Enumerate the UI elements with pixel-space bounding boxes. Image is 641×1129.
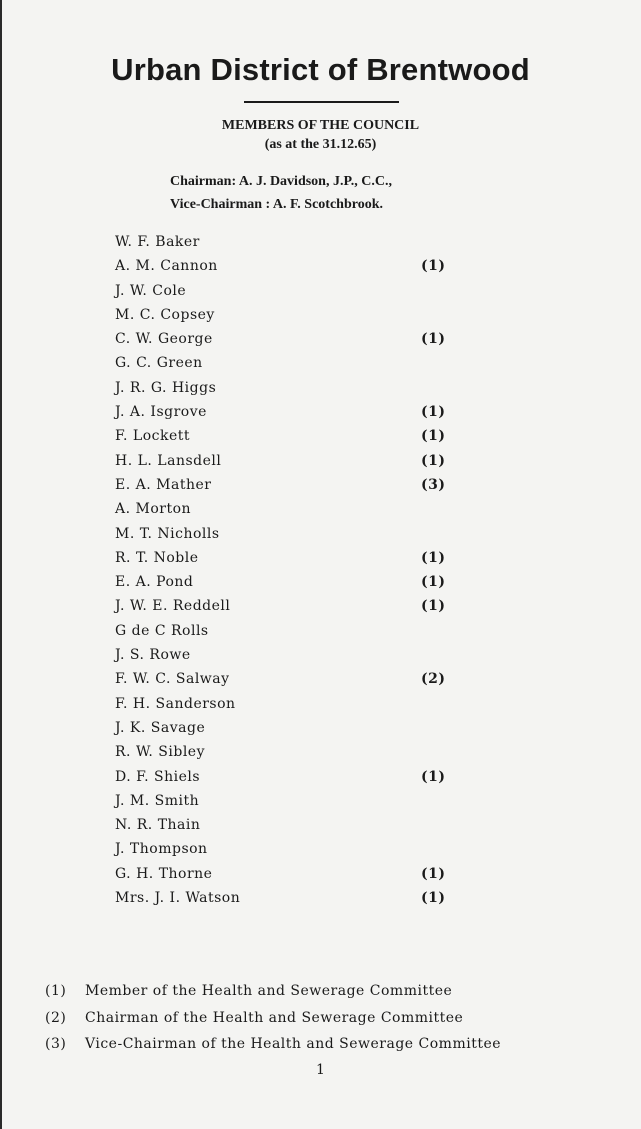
member-name: G de C Rolls bbox=[115, 622, 209, 639]
legend-text: Vice-Chairman of the Health and Sewerage Committee bbox=[85, 1036, 502, 1052]
legend-key: (3) bbox=[45, 1036, 67, 1052]
member-name: J. K. Savage bbox=[115, 719, 206, 736]
member-name: A. Morton bbox=[115, 501, 192, 518]
member-row bbox=[115, 234, 475, 258]
member-name: E. A. Mather bbox=[115, 476, 212, 493]
title-rule bbox=[244, 101, 399, 103]
page-edge bbox=[0, 0, 2, 1129]
member-row bbox=[115, 744, 475, 768]
member-committee-note: (1) bbox=[421, 890, 446, 907]
member-name: M. C. Copsey bbox=[115, 306, 215, 323]
member-name: A. M. Cannon bbox=[115, 258, 218, 275]
member-name: H. L. Lansdell bbox=[115, 452, 222, 469]
legend-text: Member of the Health and Sewerage Committee bbox=[85, 983, 453, 999]
member-committee-note: (1) bbox=[421, 768, 446, 785]
member-name: G. H. Thorne bbox=[115, 865, 213, 882]
as-at-date: (as at the 31.12.65) bbox=[264, 137, 377, 152]
member-row bbox=[115, 331, 475, 355]
member-committee-note: (1) bbox=[421, 452, 446, 469]
member-row bbox=[115, 817, 475, 841]
page-number: 1 bbox=[316, 1062, 325, 1078]
member-row bbox=[115, 671, 475, 695]
member-row bbox=[115, 404, 475, 428]
member-name: R. W. Sibley bbox=[115, 744, 205, 761]
section-heading: MEMBERS OF THE COUNCIL bbox=[221, 118, 420, 133]
member-committee-note: (1) bbox=[421, 549, 446, 566]
member-row bbox=[115, 428, 475, 452]
member-row bbox=[115, 696, 475, 720]
member-name: N. R. Thain bbox=[115, 817, 201, 834]
member-row bbox=[115, 793, 475, 817]
member-committee-note: (1) bbox=[421, 574, 446, 591]
member-name: J. W. E. Reddell bbox=[115, 598, 231, 615]
member-name: J. R. G. Higgs bbox=[115, 379, 217, 396]
member-committee-note: (1) bbox=[421, 331, 446, 348]
member-name: J. Thompson bbox=[115, 841, 208, 858]
member-name: W. F. Baker bbox=[115, 234, 200, 250]
member-committee-note: (1) bbox=[421, 865, 446, 882]
vice-chairman-line: Vice-Chairman : A. F. Scotchbrook. bbox=[170, 197, 383, 212]
members-list bbox=[115, 234, 475, 914]
member-row bbox=[115, 355, 475, 379]
member-row bbox=[115, 574, 475, 598]
member-committee-note: (1) bbox=[421, 404, 446, 421]
member-row bbox=[115, 453, 475, 477]
legend-row bbox=[45, 1036, 545, 1063]
member-row bbox=[115, 380, 475, 404]
member-row bbox=[115, 283, 475, 307]
member-name: R. T. Noble bbox=[115, 549, 199, 566]
member-committee-note: (1) bbox=[421, 428, 446, 445]
member-row bbox=[115, 307, 475, 331]
member-name: J. M. Smith bbox=[115, 792, 200, 809]
member-name: G. C. Green bbox=[115, 355, 203, 372]
member-row bbox=[115, 501, 475, 525]
legend-list bbox=[45, 983, 545, 1063]
member-row bbox=[115, 720, 475, 744]
member-name: C. W. George bbox=[115, 331, 213, 348]
member-row bbox=[115, 623, 475, 647]
member-row bbox=[115, 647, 475, 671]
member-committee-note: (1) bbox=[421, 598, 446, 615]
member-row bbox=[115, 866, 475, 890]
member-row bbox=[115, 258, 475, 282]
member-row bbox=[115, 890, 475, 914]
member-row bbox=[115, 841, 475, 865]
chairman-line: Chairman: A. J. Davidson, J.P., C.C., bbox=[170, 174, 392, 189]
member-row bbox=[115, 769, 475, 793]
member-name: Mrs. J. I. Watson bbox=[115, 890, 241, 907]
member-row bbox=[115, 550, 475, 574]
member-committee-note: (3) bbox=[421, 476, 446, 493]
legend-text: Chairman of the Health and Sewerage Committee bbox=[85, 1009, 464, 1026]
member-name: D. F. Shiels bbox=[115, 768, 201, 785]
member-name: F. Lockett bbox=[115, 428, 191, 445]
member-name: J. W. Cole bbox=[115, 282, 187, 299]
page-title: Urban District of Brentwood bbox=[111, 52, 530, 87]
legend-row bbox=[45, 1010, 545, 1037]
member-name: M. T. Nicholls bbox=[115, 525, 220, 542]
member-row bbox=[115, 526, 475, 550]
member-row bbox=[115, 598, 475, 622]
member-name: F. H. Sanderson bbox=[115, 695, 236, 712]
member-name: E. A. Pond bbox=[115, 574, 194, 591]
member-name: F. W. C. Salway bbox=[115, 671, 230, 688]
legend-key: (1) bbox=[45, 983, 67, 999]
member-name: J. S. Rowe bbox=[115, 647, 191, 664]
legend-key: (2) bbox=[45, 1009, 67, 1026]
member-committee-note: (2) bbox=[421, 671, 446, 688]
member-row bbox=[115, 477, 475, 501]
legend-row bbox=[45, 983, 545, 1010]
member-committee-note: (1) bbox=[421, 258, 446, 275]
member-name: J. A. Isgrove bbox=[115, 404, 207, 421]
